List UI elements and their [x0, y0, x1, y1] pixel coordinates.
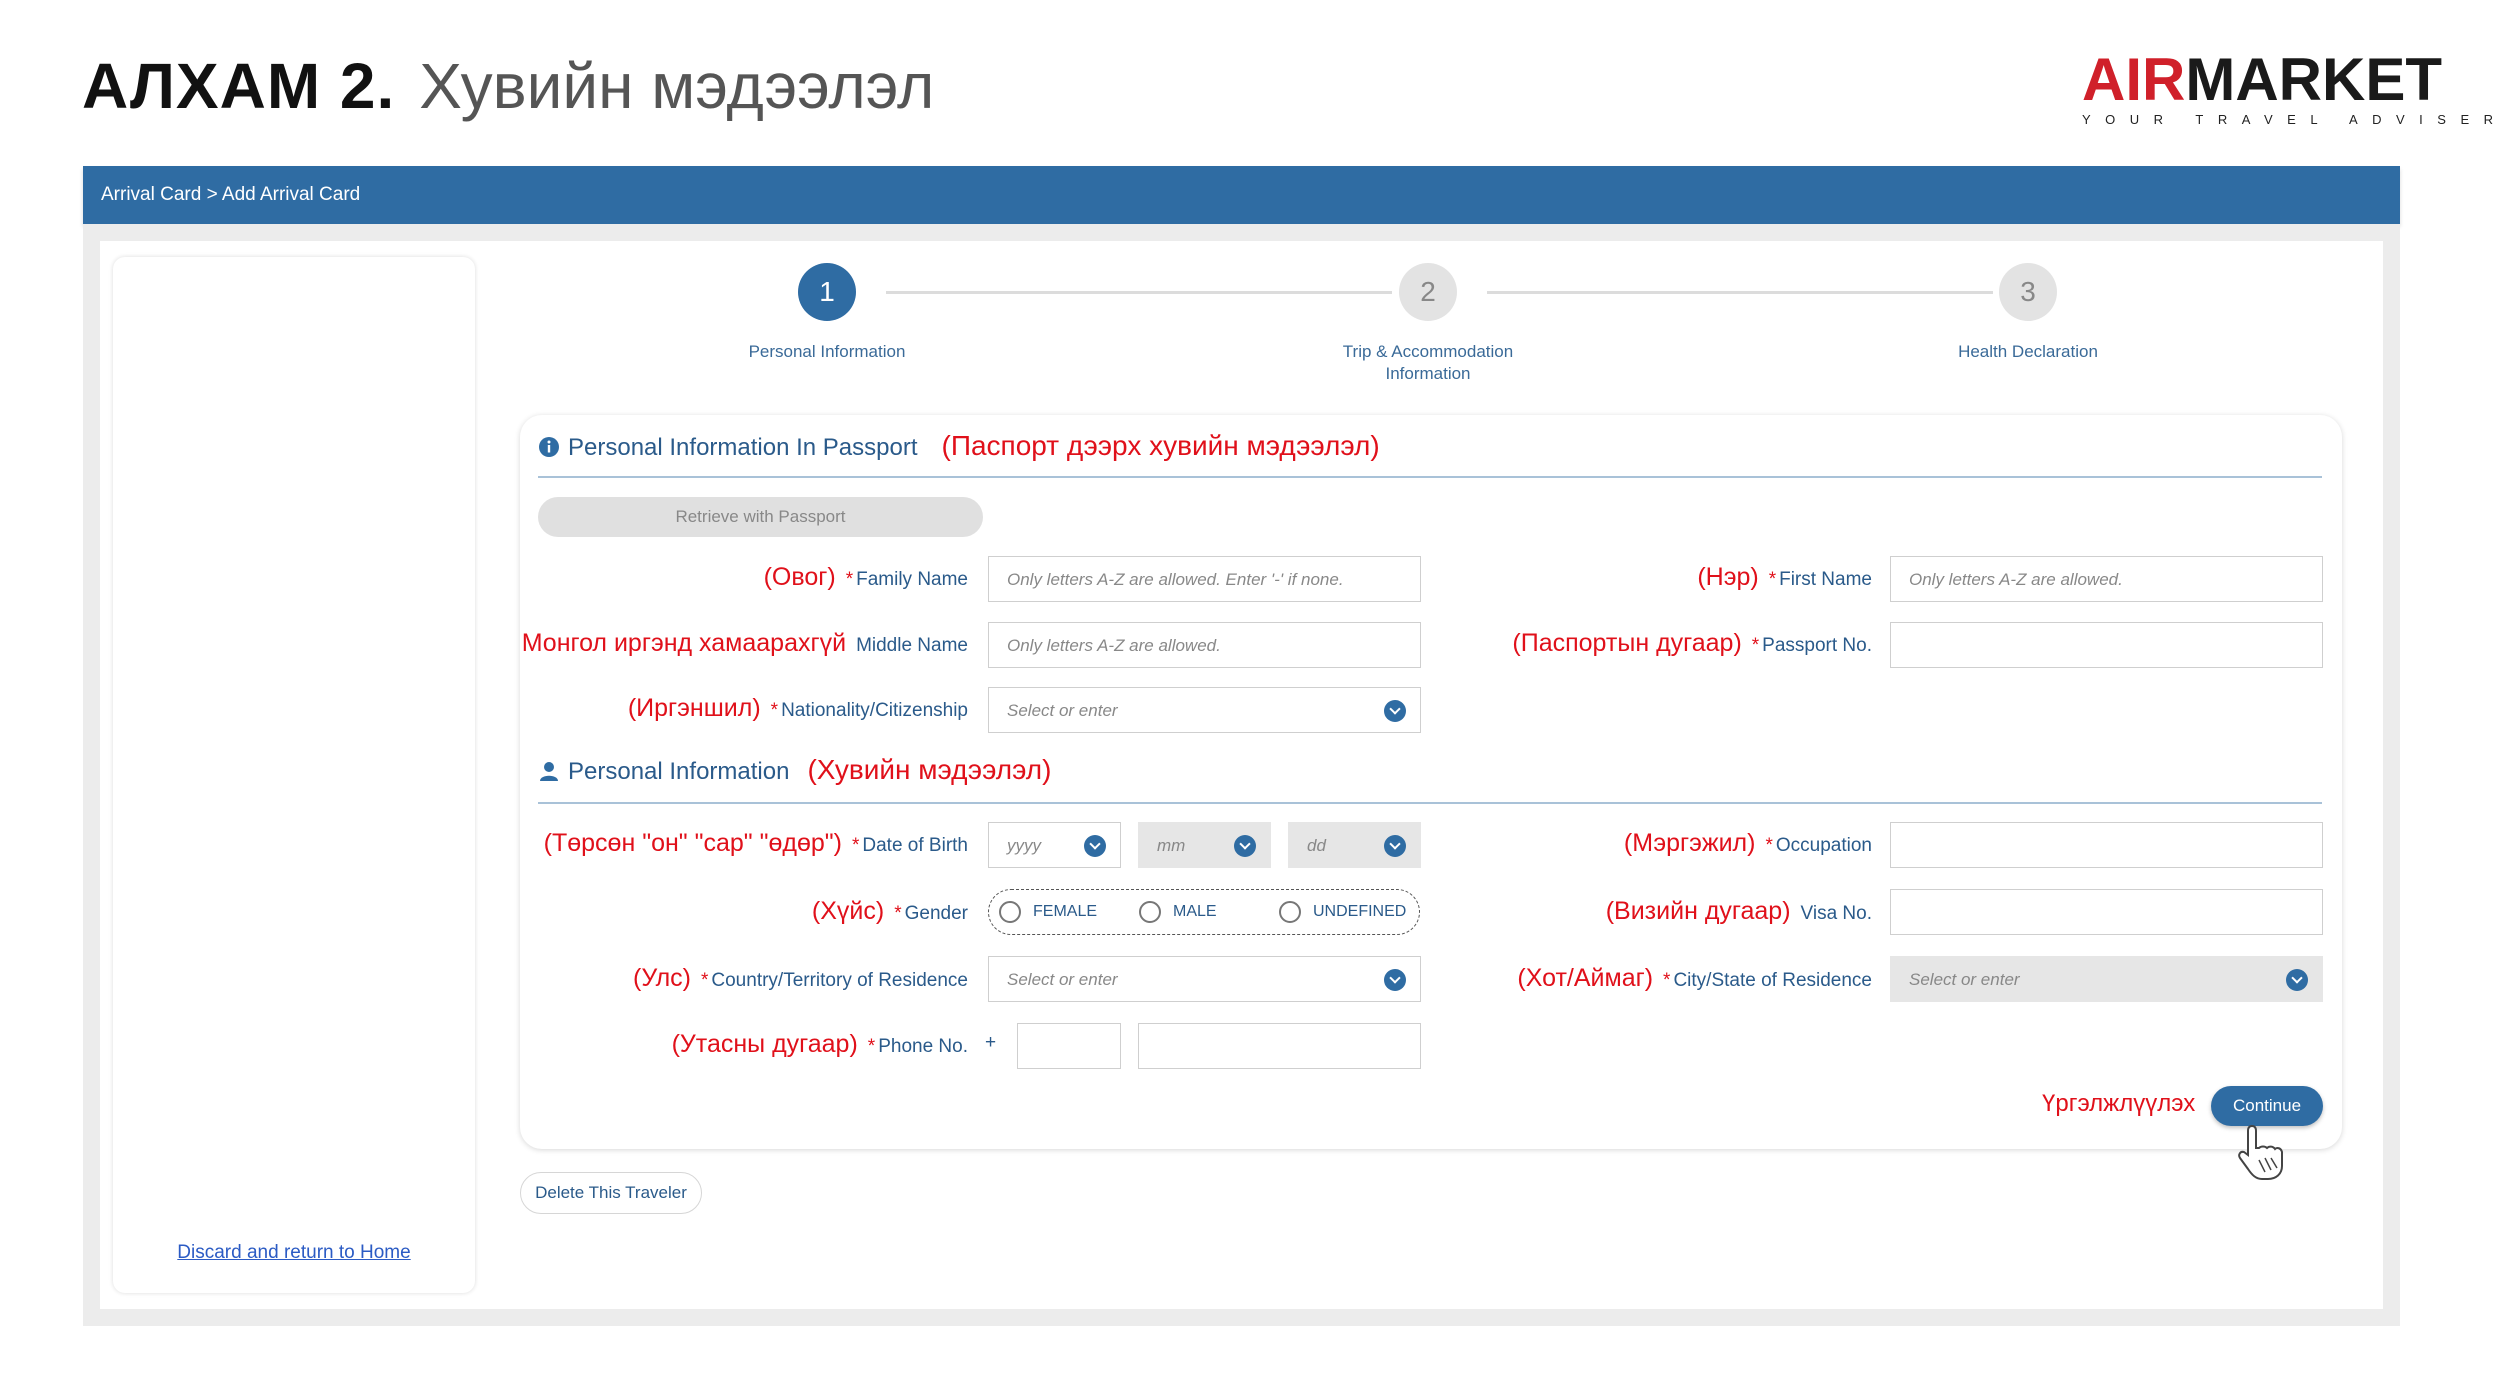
- chevron-down-icon: [1384, 969, 1406, 991]
- step-1-label: Personal Information: [748, 342, 906, 361]
- occupation-input[interactable]: [1890, 822, 2323, 868]
- breadcrumb[interactable]: Arrival Card > Add Arrival Card: [101, 184, 361, 205]
- app-shell: [83, 224, 2400, 1326]
- section-divider: [538, 802, 2322, 804]
- top-nav-bar: [83, 166, 2400, 224]
- passport-no-input[interactable]: [1890, 622, 2323, 668]
- user-icon: [538, 760, 560, 782]
- phone-country-code-input[interactable]: [1017, 1023, 1121, 1069]
- country-label: (Улс) * Country/Territory of Residence: [633, 964, 968, 992]
- family-name-label: (Овог) * Family Name: [763, 563, 968, 591]
- step-connector-1: [886, 291, 1392, 294]
- step-1-circle[interactable]: 1: [798, 263, 856, 321]
- dob-year-select[interactable]: yyyy: [988, 822, 1121, 868]
- info-icon: [538, 436, 560, 458]
- city-label: (Хот/Аймаг) * City/State of Residence: [1517, 964, 1872, 992]
- personal-section-note: (Хувийн мэдээлэл): [807, 754, 1052, 785]
- city-select[interactable]: Select or enter: [1890, 956, 2323, 1002]
- dob-month-select[interactable]: mm: [1138, 822, 1271, 868]
- phone-number-input[interactable]: [1138, 1023, 1421, 1069]
- chevron-down-icon: [1384, 835, 1406, 857]
- airmarket-logo: AIRMARKET YOUR TRAVEL ADVISER: [2082, 46, 2508, 127]
- page-title: [82, 46, 934, 126]
- visa-no-input[interactable]: [1890, 889, 2323, 935]
- phone-plus-sign: +: [985, 1032, 997, 1053]
- main-panel: [100, 241, 2383, 1309]
- gender-undefined-radio[interactable]: UNDEFINED: [1279, 901, 1406, 923]
- radio-icon: [1279, 901, 1301, 923]
- discard-link[interactable]: Discard and return to Home: [177, 1242, 411, 1263]
- step-number: АЛХАМ 2.: [82, 50, 396, 122]
- dob-label: (Төрсөн "он" "сар" "өдөр") * Date of Birth: [543, 829, 968, 857]
- step-3-circle[interactable]: 3: [1999, 263, 2057, 321]
- nationality-label: (Иргэншил) * Nationality/Citizenship: [627, 694, 968, 722]
- gender-label: (Хүйс) * Gender: [811, 897, 968, 925]
- radio-icon: [999, 901, 1021, 923]
- first-name-input[interactable]: Only letters A-Z are allowed.: [1890, 556, 2323, 602]
- chevron-down-icon: [2286, 969, 2308, 991]
- retrieve-passport-button[interactable]: Retrieve with Passport: [538, 497, 983, 537]
- delete-traveler-button[interactable]: Delete This Traveler: [520, 1172, 702, 1214]
- dob-day-select[interactable]: dd: [1288, 822, 1421, 868]
- visa-no-label: (Визийн дугаар) Visa No.: [1605, 897, 1872, 925]
- country-select[interactable]: Select or enter: [988, 956, 1421, 1002]
- passport-section-note: (Паспорт дээрх хувийн мэдээлэл): [941, 430, 1380, 461]
- continue-button[interactable]: Continue: [2211, 1086, 2323, 1126]
- continue-note: Үргэлжлүүлэх: [2042, 1090, 2196, 1117]
- middle-name-input[interactable]: Only letters A-Z are allowed.: [988, 622, 1421, 668]
- step-3-label: Health Declaration: [1958, 342, 2098, 361]
- nationality-select[interactable]: Select or enter: [988, 687, 1421, 733]
- family-name-input[interactable]: Only letters A-Z are allowed. Enter '-' if none.: [988, 556, 1421, 602]
- chevron-down-icon: [1234, 835, 1256, 857]
- passport-section-header: [538, 430, 1380, 462]
- gender-radio-group: [988, 889, 1420, 935]
- radio-icon: [1139, 901, 1161, 923]
- section-divider: [538, 476, 2322, 478]
- personal-section-header: [538, 754, 1051, 786]
- first-name-label: (Нэр) * First Name: [1697, 563, 1872, 591]
- stepper: [100, 241, 2383, 401]
- step-2-label: Trip & Accommodation Information: [1342, 342, 1514, 383]
- gender-female-radio[interactable]: FEMALE: [999, 901, 1097, 923]
- sidebar: [113, 257, 475, 1293]
- logo-tagline: YOUR TRAVEL ADVISER: [2082, 112, 2508, 127]
- pointer-hand-icon: [2232, 1122, 2290, 1182]
- step-connector-2: [1487, 291, 1993, 294]
- step-subtitle: Хувийн мэдээлэл: [419, 50, 935, 122]
- chevron-down-icon: [1384, 700, 1406, 722]
- middle-name-label: Монгол иргэнд хамаарахгүй Middle Name: [521, 629, 968, 657]
- gender-male-radio[interactable]: MALE: [1139, 901, 1217, 923]
- passport-section-title: Personal Information In Passport: [568, 434, 918, 461]
- step-2-circle[interactable]: 2: [1399, 263, 1457, 321]
- personal-section-title: Personal Information: [568, 758, 790, 785]
- chevron-down-icon: [1084, 835, 1106, 857]
- phone-label: (Утасны дугаар) * Phone No.: [671, 1030, 968, 1058]
- passport-no-label: (Паспортын дугаар) * Passport No.: [1512, 629, 1872, 657]
- occupation-label: (Мэргэжил) * Occupation: [1623, 829, 1872, 857]
